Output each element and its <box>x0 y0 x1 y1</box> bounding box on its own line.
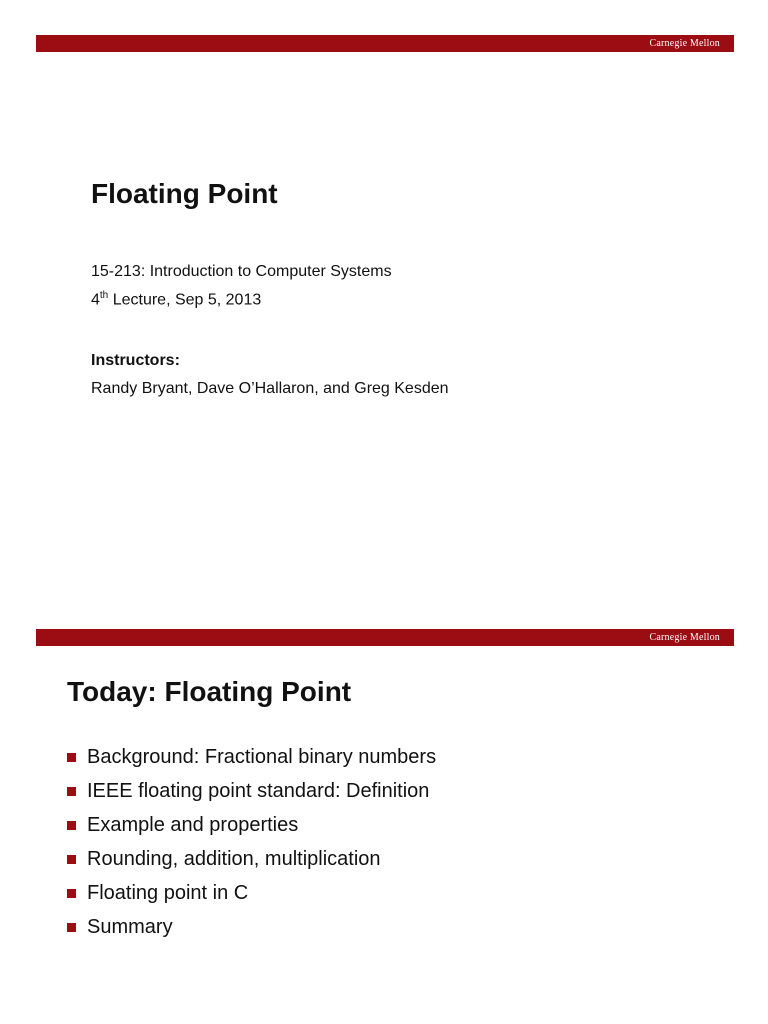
square-bullet-icon <box>67 787 76 796</box>
header-bar <box>36 35 734 52</box>
list-item <box>67 842 436 876</box>
list-item-text: IEEE floating point standard: Definition <box>87 779 430 802</box>
list-item-text: Floating point in C <box>87 881 249 904</box>
course-info <box>91 260 392 312</box>
list-item-text: Background: Fractional binary numbers <box>87 745 437 768</box>
slide-agenda <box>0 600 768 1024</box>
brand-label: Carnegie Mellon <box>649 38 720 49</box>
instructors-names: Randy Bryant, Dave O’Hallaron, and Greg Kesden <box>91 380 449 397</box>
list-item-text: Summary <box>87 915 173 938</box>
lecture-date: Lecture, Sep 5, 2013 <box>108 291 262 309</box>
course-name: 15-213: Introduction to Computer Systems <box>91 263 392 280</box>
square-bullet-icon <box>67 821 76 830</box>
square-bullet-icon <box>67 855 76 864</box>
brand-label: Carnegie Mellon <box>649 632 720 643</box>
list-item <box>67 910 436 944</box>
square-bullet-icon <box>67 923 76 932</box>
square-bullet-icon <box>67 753 76 762</box>
list-item <box>67 808 436 842</box>
agenda-list <box>67 740 436 944</box>
lecture-number: 4 <box>91 291 100 309</box>
square-bullet-icon <box>67 889 76 898</box>
list-item-text: Example and properties <box>87 813 299 836</box>
lecture-info <box>91 284 392 312</box>
list-item <box>67 740 436 774</box>
header-bar <box>36 629 734 646</box>
list-item <box>67 774 436 808</box>
slide-title-heading: Floating Point <box>91 178 278 209</box>
instructors-label: Instructors: <box>91 352 180 369</box>
slide-agenda-heading: Today: Floating Point <box>67 676 352 707</box>
list-item-text: Rounding, addition, multiplication <box>87 847 381 870</box>
list-item <box>67 876 436 910</box>
lecture-ordinal: th <box>99 290 109 301</box>
